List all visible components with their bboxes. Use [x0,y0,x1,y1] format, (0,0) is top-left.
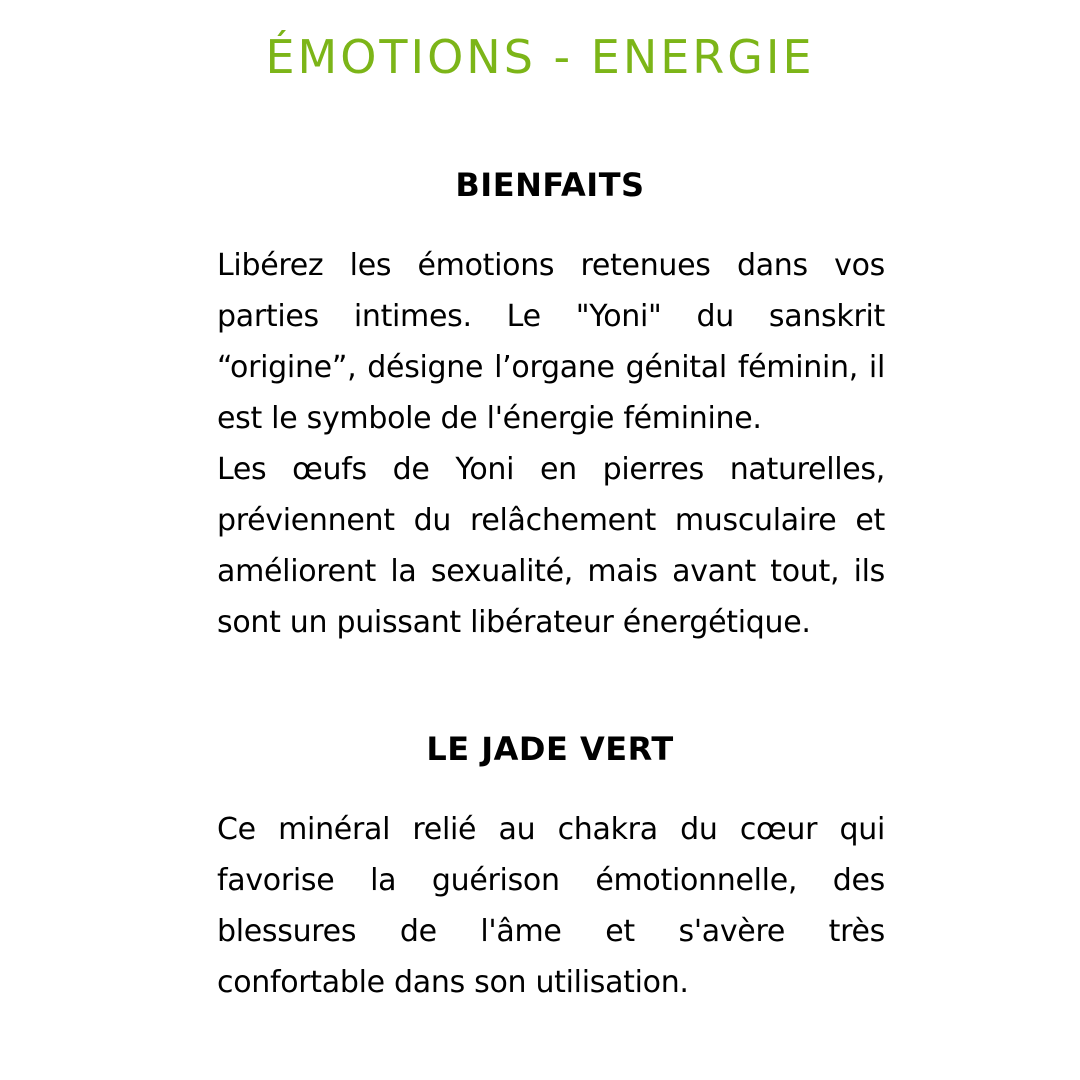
paragraph: Libérez les émotions retenues dans vos parties intimes. Le "Yoni" du sanskrit “origine”, désigne l’organe génital féminin, il est le symbole de l'énergie féminine. [217,248,885,436]
paragraph: Les œufs de Yoni en pierres naturelles, préviennent du relâchement musculaire et améliorent la sexualité, mais avant tout, ils sont un puissant libérateur énergétique. [217,452,885,640]
section-body-jade-vert [217,804,885,1008]
section-body-bienfaits [217,240,885,648]
section-heading-jade-vert: LE JADE VERT [426,730,674,768]
section-heading-bienfaits: BIENFAITS [455,166,645,204]
paragraph: Ce minéral relié au chakra du cœur qui favorise la guérison émotionnelle, des blessures de l'âme et s'avère très confortable dans son utilisation. [217,812,885,1000]
page-title: ÉMOTIONS - ENERGIE [265,30,815,84]
